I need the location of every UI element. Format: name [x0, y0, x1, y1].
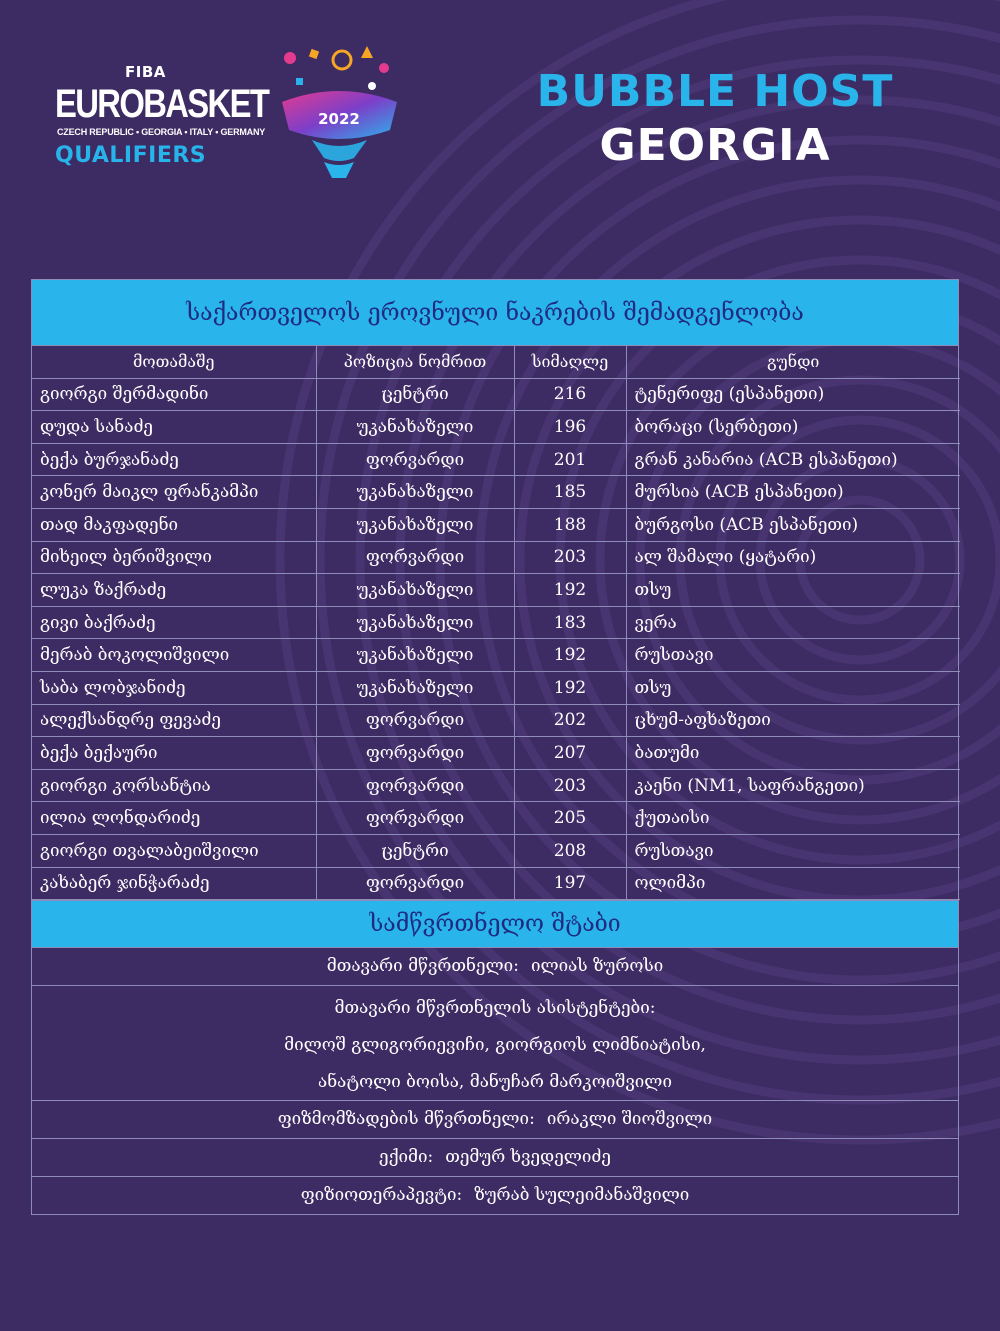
player-name: ლუკა ზაქრაძე	[32, 574, 316, 607]
player-height: 202	[514, 704, 626, 737]
player-height: 207	[514, 737, 626, 770]
table-row	[32, 769, 960, 802]
fitness-coach-name: ირაკლი შიოშვილი	[546, 1109, 713, 1130]
table-header-row	[32, 346, 960, 378]
player-name: მიხეილ ბერიშვილი	[32, 541, 316, 574]
player-height: 196	[514, 411, 626, 444]
player-position: უკანახაზელი	[316, 411, 514, 444]
player-team: ცხუმ-აფხაზეთი	[626, 704, 960, 737]
roster-table	[32, 346, 960, 900]
head-coach-name: ილიას ზუროსი	[530, 956, 664, 977]
headline-bubble-host: BUBBLE HOST	[536, 66, 894, 117]
player-team: რუსთავი	[626, 639, 960, 672]
physio-name: ზურაბ სულეიმანაშვილი	[474, 1185, 690, 1206]
player-position: ცენტრი	[316, 378, 514, 411]
player-position: ფორვარდი	[316, 737, 514, 770]
player-height: 203	[514, 769, 626, 802]
assistants-line-2: ანატოლი ბოისა, მანუჩარ მარკოიშვილი	[318, 1072, 672, 1093]
head-coach-row	[32, 947, 958, 985]
player-team: ბურგოსი (ACB ესპანეთი)	[626, 508, 960, 541]
player-name: დუდა სანაძე	[32, 411, 316, 444]
player-position: ფორვარდი	[316, 541, 514, 574]
fiba-wordmark: FIBA	[125, 63, 166, 81]
physio-row	[32, 1176, 958, 1214]
player-name: გივი ბაქრაძე	[32, 606, 316, 639]
doctor-name: თემურ ხვედელიძე	[445, 1147, 611, 1168]
player-team: ქუთაისი	[626, 802, 960, 835]
table-row	[32, 476, 960, 509]
player-name: გიორგი კორსანტია	[32, 769, 316, 802]
player-height: 188	[514, 508, 626, 541]
player-height: 201	[514, 443, 626, 476]
eurobasket-wordmark: EUROBASKET	[55, 82, 269, 126]
eurobasket-qualifiers-logo	[55, 55, 269, 175]
roster-title: საქართველოს ეროვნული ნაკრების შემადგენლობა	[32, 280, 958, 346]
player-team: გრან კანარია (ACB ესპანეთი)	[626, 443, 960, 476]
player-height: 192	[514, 574, 626, 607]
assistants-label: მთავარი მწვრთნელის ასისტენტები:	[334, 998, 656, 1019]
table-row	[32, 704, 960, 737]
table-row	[32, 802, 960, 835]
assistants-row	[32, 985, 958, 1100]
player-team: ვერა	[626, 606, 960, 639]
player-team: თსუ	[626, 671, 960, 704]
assistants-line-1: მილოშ გლიგორიევიჩი, გიორგიოს ლიმნიატისი,	[284, 1035, 706, 1056]
table-row	[32, 834, 960, 867]
player-name: კახაბერ ჯინჭარაძე	[32, 867, 316, 900]
player-name: ბექა ბექაური	[32, 737, 316, 770]
player-name: ალექსანდრე ფევაძე	[32, 704, 316, 737]
player-team: თსუ	[626, 574, 960, 607]
player-name: თად მაკფადენი	[32, 508, 316, 541]
table-row	[32, 541, 960, 574]
player-height: 205	[514, 802, 626, 835]
column-header-team: გუნდი	[626, 346, 960, 378]
headline-georgia: GEORGIA	[599, 120, 831, 171]
table-row	[32, 378, 960, 411]
player-position: ფორვარდი	[316, 769, 514, 802]
table-row	[32, 606, 960, 639]
player-position: უკანახაზელი	[316, 671, 514, 704]
player-name: გიორგი შერმადინი	[32, 378, 316, 411]
eurobasket-trophy-logo	[272, 40, 407, 185]
doctor-label: ექიმი:	[379, 1147, 434, 1168]
player-name: საბა ლობჯანიძე	[32, 671, 316, 704]
player-name: ბექა ბურჯანაძე	[32, 443, 316, 476]
player-position: უკანახაზელი	[316, 639, 514, 672]
column-header-player: მოთამაშე	[32, 346, 316, 378]
player-team: მურსია (ACB ესპანეთი)	[626, 476, 960, 509]
confetti-icons	[284, 46, 389, 90]
table-row	[32, 639, 960, 672]
table-row	[32, 867, 960, 900]
table-row	[32, 443, 960, 476]
player-position: უკანახაზელი	[316, 508, 514, 541]
table-row	[32, 737, 960, 770]
roster-panel	[31, 279, 959, 1215]
player-name: ილია ლონდარიძე	[32, 802, 316, 835]
player-height: 203	[514, 541, 626, 574]
qualifiers-wordmark: QUALIFIERS	[55, 143, 207, 168]
player-position: უკანახაზელი	[316, 606, 514, 639]
head-coach-label: მთავარი მწვრთნელი:	[326, 956, 519, 977]
table-row	[32, 411, 960, 444]
fitness-coach-row	[32, 1100, 958, 1138]
player-team: რუსთავი	[626, 834, 960, 867]
player-height: 192	[514, 671, 626, 704]
player-team: ტენერიფე (ესპანეთი)	[626, 378, 960, 411]
player-height: 208	[514, 834, 626, 867]
player-position: ფორვარდი	[316, 443, 514, 476]
player-position: უკანახაზელი	[316, 574, 514, 607]
player-team: ოლიმპი	[626, 867, 960, 900]
table-row	[32, 574, 960, 607]
player-position: უკანახაზელი	[316, 476, 514, 509]
player-team: ბორაცი (სერბეთი)	[626, 411, 960, 444]
column-header-position: პოზიცია ნომრით	[316, 346, 514, 378]
player-height: 192	[514, 639, 626, 672]
player-name: მერაბ ბოკოლიშვილი	[32, 639, 316, 672]
table-row	[32, 671, 960, 704]
player-team: კაენი (NM1, საფრანგეთი)	[626, 769, 960, 802]
player-height: 183	[514, 606, 626, 639]
player-team: ალ შამალი (ყატარი)	[626, 541, 960, 574]
host-countries-text: CZECH REPUBLIC • GEORGIA • ITALY • GERMANY	[57, 127, 266, 137]
player-height: 216	[514, 378, 626, 411]
player-position: ფორვარდი	[316, 802, 514, 835]
player-position: ფორვარდი	[316, 704, 514, 737]
column-header-height: სიმაღლე	[514, 346, 626, 378]
staff-title: სამწვრთნელო შტაბი	[32, 900, 958, 947]
player-position: ცენტრი	[316, 834, 514, 867]
player-team: ბათუმი	[626, 737, 960, 770]
player-position: ფორვარდი	[316, 867, 514, 900]
player-name: კონერ მაიკლ ფრანკამპი	[32, 476, 316, 509]
trophy-year: 2022	[318, 110, 360, 128]
player-name: გიორგი თვალაბეიშვილი	[32, 834, 316, 867]
player-height: 197	[514, 867, 626, 900]
table-row	[32, 508, 960, 541]
physio-label: ფიზიოთერაპევტი:	[300, 1185, 463, 1206]
doctor-row	[32, 1138, 958, 1176]
fitness-coach-label: ფიზმომზადების მწვრთნელი:	[277, 1109, 535, 1130]
player-height: 185	[514, 476, 626, 509]
